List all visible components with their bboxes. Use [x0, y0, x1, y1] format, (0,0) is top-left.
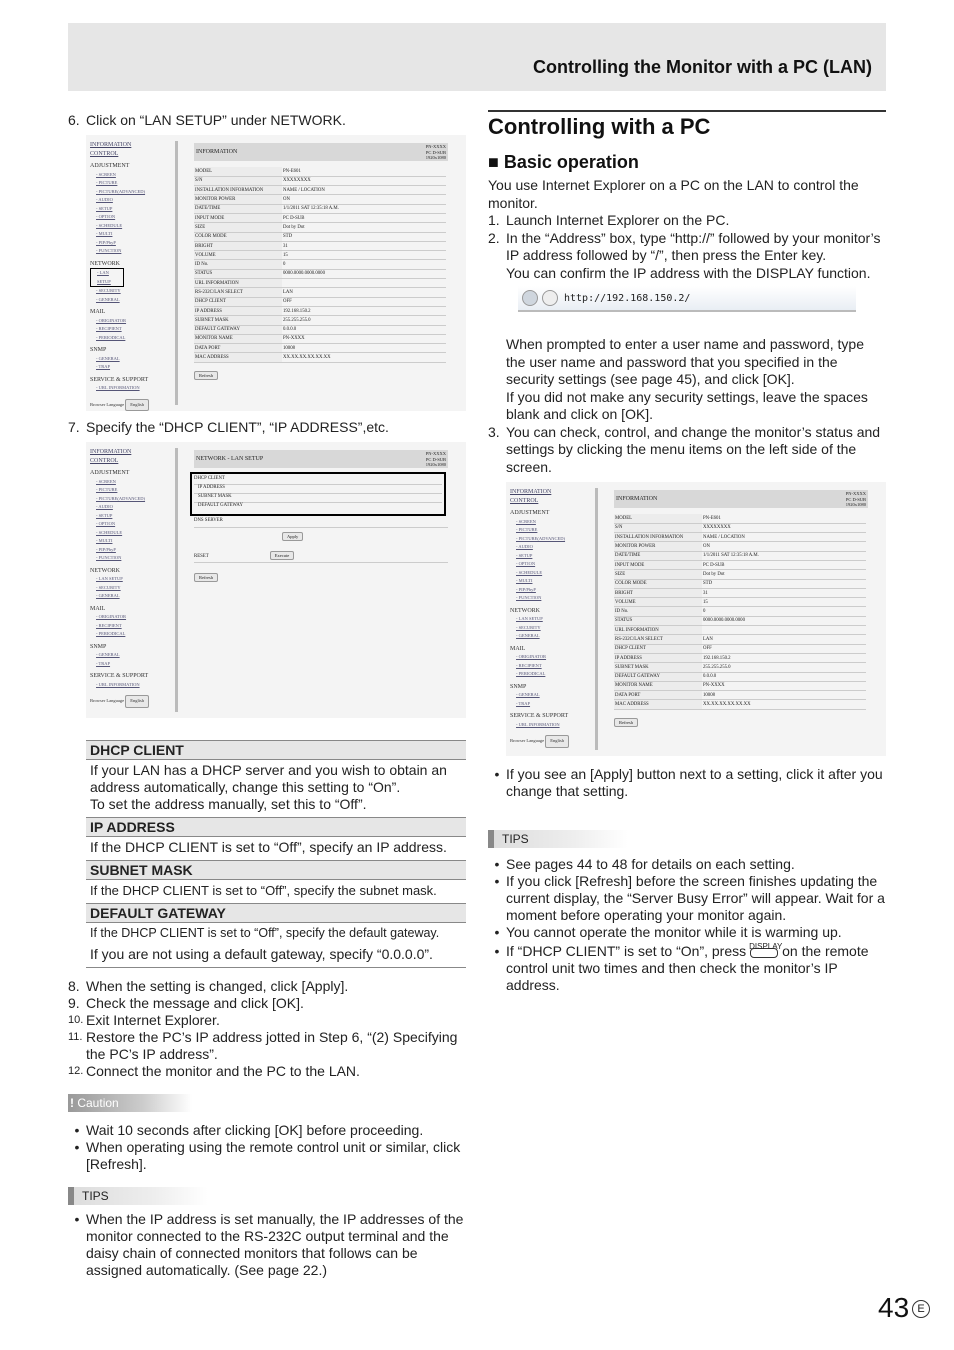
- section-title: Controlling the Monitor with a PC (LAN): [533, 57, 872, 77]
- caution-list: • Wait 10 seconds after clicking [OK] before proceeding. • When operating using the remote control unit or similar, click [Refresh].: [74, 1122, 461, 1172]
- table-row: SIZE Dot by Dot: [194, 223, 446, 232]
- header-band: [68, 23, 886, 91]
- table-row: MONITOR NAME PN-XXXX: [194, 334, 446, 343]
- refresh-button[interactable]: Refresh: [614, 718, 638, 727]
- tips-label: TIPS: [68, 1187, 208, 1205]
- refresh-button[interactable]: Refresh: [194, 573, 218, 582]
- intro-text: You use Internet Explorer on a PC on the LAN to control the monitor.: [488, 177, 859, 211]
- ip-address-text: If the DHCP CLIENT is set to “Off”, specify an IP address.: [90, 839, 447, 855]
- basic-operation-heading: ■ Basic operation: [488, 152, 639, 172]
- info-table: [194, 167, 446, 363]
- subnet-mask-text: If the DHCP CLIENT is set to “Off”, specify the subnet mask.: [90, 883, 437, 898]
- page-language-badge: E: [912, 1300, 930, 1318]
- table-row: INSTALLATION INFORMATION NAME / LOCATION: [194, 186, 446, 195]
- refresh-button[interactable]: Refresh: [194, 371, 218, 380]
- table-row: IP ADDRESS 192.168.150.2: [614, 653, 866, 662]
- ip-address-heading: IP ADDRESS: [86, 817, 466, 837]
- table-row: SIZE Dot by Dot: [614, 570, 866, 579]
- steps-8-12: 8. When the setting is changed, click [Apply]. 9. Check the message and click [OK]. 10. Exit Internet Explorer. 11. Restore the PC’s IP address jotted in Step 6, “(2) Specifying the PC’s IP address”. 12. Connect the monitor and the PC to the LAN.: [68, 978, 458, 1079]
- right-column: Controlling with a PC ■ Basic operation You use Internet Explorer on a PC on the LAN to control the monitor. 1. Launch Internet Explorer on the PC. 2. In the “Address” box, type “http://” followed by your monitor’s IP address followed by “/”, then press the Enter key. You can confirm the IP address with the DISPLAY function. http://192.168.150.2/ When prompted to enter a user name and password, type the user name and password that you specified in the security settings (see page 45), and click [OK]. If you did not make any security settings, leave the spaces blank and click on [OK]. 3. You can check, control, and change the monitor’s status and settings by clicking the menu items on the left side of the screen. INFORMATION CONTROL ADJUSTMENT - SCREEN - PICTURE - PICTURE(ADVANCED) - AUDIO - SETUP - OPTION - SCHEDULE - MULTI - PIP/PbyP - FUNCTION NETWORK - LAN SETUP - SECURITY - GENERAL MAIL - ORIGINATOR - RECIPIENT - PERIODICAL SNMP - GENERAL - TRAP SERVICE & SUPPORT - URL INFORMATION Browser Language English INFORMATION PN-XXXX PC D-SUB 1920x1080 MODEL PN-E601 S/N XXXXXXXX INSTALLATION INFORMATION NAME / LOCATION MONITOR POWER ON DATE/TIME 1/1/2011 SAT 12:35:18 A.M. INPUT MODE PC D-SUB SIZE Dot by Dot COLOR MODE STD BRIGHT 31 VOLUME 15 ID No. 0 STATUS 0000.0000.0000.0000 URL INFORMATION RS-232C/LAN SELECT LAN DHCP CLIENT OFF IP ADDRESS 192.168.150.2 SUBNET MASK 255.255.255.0 DEFAULT GATEWAY 0.0.0.0 MONITOR NAME PN-XXXX DATA PORT 10008 MAC ADDRESS XX.XX.XX.XX.XX.XX Refresh • If you see an [Apply] button next to a setting, click it after you change that setting. TIPS • See pages 44 to 48 for details on each setting. • If you click [Refresh] before the screen finishes updating the current display, the “Server Busy Error” will appear. Wait for a moment before operating your monitor again. • You cannot operate the monitor while it is warming up. • If “DHCP CLIENT” is set to “On”, press DISPLAY on the remote control unit two times and then check the monitor’s IP address.: [488, 110, 886, 994]
- default-gateway-text-2: If you are not using a default gateway, specify “0.0.0.0”.: [90, 946, 433, 962]
- table-row: ID No. 0: [614, 607, 866, 616]
- table-row: COLOR MODE STD: [614, 579, 866, 588]
- execute-button[interactable]: Execute: [270, 551, 295, 560]
- table-row: COLOR MODE STD: [194, 232, 446, 241]
- table-row: RS-232C/LAN SELECT LAN: [614, 635, 866, 644]
- table-row: MODEL PN-E601: [614, 514, 866, 523]
- web-menu: INFORMATION CONTROL ADJUSTMENT - SCREEN - PICTURE - PICTURE(ADVANCED) - AUDIO - SETUP - OPTION - SCHEDULE - MULTI - PIP/PbyP - FUNCTION NETWORK - LAN SETUP - SECURITY - GENERAL MAIL - ORIGINATOR - RECIPIENT - PERIODICAL SNMP - GENERAL - TRAP SERVICE & SUPPORT - URL INFORMATION Browser Language English: [88, 448, 178, 712]
- table-row: DEFAULT GATEWAY 0.0.0.0: [614, 672, 866, 681]
- table-row: RS-232C/LAN SELECT LAN: [194, 288, 446, 297]
- apply-button[interactable]: Apply: [282, 532, 303, 541]
- step-6: 6. Click on “LAN SETUP” under NETWORK.: [68, 112, 346, 128]
- table-row: INSTALLATION INFORMATION NAME / LOCATION: [614, 533, 866, 542]
- forward-icon: [542, 290, 558, 306]
- tips-list: • See pages 44 to 48 for details on each setting. • If you click [Refresh] before the screen finishes updating the current display, the “Server Busy Error” will appear. Wait for a moment before operating your monitor again. • You cannot operate the monitor while it is warming up. • If “DHCP CLIENT” is set to “On”, press DISPLAY on the remote control unit two times and then check the monitor’s IP address.: [494, 856, 885, 993]
- screenshot-information: [86, 135, 466, 411]
- dhcp-client-heading: DHCP CLIENT: [86, 741, 466, 760]
- apply-note: • If you see an [Apply] button next to a setting, click it after you change that setting.: [494, 766, 883, 799]
- default-gateway-heading: DEFAULT GATEWAY: [86, 903, 466, 923]
- dhcp-client-text: If your LAN has a DHCP server and you wish to obtain an address automatically, change this setting to “On”. To set the address manually, set this to “Off”.: [90, 762, 447, 812]
- table-row: MONITOR NAME PN-XXXX: [614, 681, 866, 690]
- web-main: INFORMATION PN-XXXX PC D-SUB 1920x1080 MODEL PN-E601 S/N XXXXXXXX INSTALLATION INFORMATION NAME / LOCATION MONITOR POWER ON DATE/TIME 1/1/2011 SAT 12:35:18 A.M. INPUT MODE PC D-SUB SIZE Dot by Dot COLOR MODE STD BRIGHT 31 VOLUME 15 ID No. 0 STATUS 0000.0000.0000.0000 URL INFORMATION RS-232C/LAN SELECT LAN DHCP CLIENT OFF IP ADDRESS 192.168.150.2 SUBNET MASK 255.255.255.0 DEFAULT GATEWAY 0.0.0.0 MONITOR NAME PN-XXXX DATA PORT 10008 MAC ADDRESS XX.XX.XX.XX.XX.XX Refresh: [615, 491, 866, 725]
- table-row: BRIGHT 31: [614, 588, 866, 597]
- table-row: INPUT MODE PC D-SUB: [614, 560, 866, 569]
- left-column: [68, 112, 466, 1279]
- table-row: MONITOR POWER ON: [614, 542, 866, 551]
- table-row: STATUS 0000.0000.0000.0000: [614, 616, 866, 625]
- settings-descriptions: [86, 740, 466, 968]
- table-row: MAC ADDRESS XX.XX.XX.XX.XX.XX: [194, 353, 446, 362]
- page-number: 43: [878, 1292, 910, 1323]
- caution-label: ! Caution: [68, 1094, 192, 1112]
- default-gateway-text: If the DHCP CLIENT is set to “Off”, specify the default gateway.: [90, 926, 440, 940]
- display-key-icon: DISPLAY: [750, 948, 778, 958]
- table-row: MONITOR POWER ON: [194, 195, 446, 204]
- step-7: 7. Specify the “DHCP CLIENT”, “IP ADDRESS”,etc.: [68, 419, 389, 435]
- screenshot-information-2: [506, 482, 886, 756]
- table-row: DATE/TIME 1/1/2011 SAT 12:35:18 A.M.: [194, 204, 446, 213]
- subnet-mask-heading: SUBNET MASK: [86, 860, 466, 880]
- table-row: URL INFORMATION: [194, 279, 446, 288]
- login-text: When prompted to enter a user name and password, type the user name and password that you specified in the security settings (see page 45), and click [OK].: [506, 336, 864, 387]
- page-heading: Controlling with a PC: [488, 110, 886, 140]
- table-row: SUBNET MASK 255.255.255.0: [194, 316, 446, 325]
- table-row: BRIGHT 31: [194, 241, 446, 250]
- table-row: S/N XXXXXXXX: [614, 523, 866, 532]
- table-row: MAC ADDRESS XX.XX.XX.XX.XX.XX: [614, 700, 866, 709]
- table-row: IP ADDRESS 192.168.150.2: [194, 306, 446, 315]
- table-row: DATA PORT 10008: [194, 344, 446, 353]
- address-text: http://192.168.150.2/: [564, 292, 691, 304]
- table-row: VOLUME 15: [194, 251, 446, 260]
- back-icon: [522, 290, 538, 306]
- screenshot-lan-setup: [86, 442, 466, 718]
- table-row: URL INFORMATION: [614, 626, 866, 635]
- web-menu: INFORMATION CONTROL ADJUSTMENT - SCREEN - PICTURE - PICTURE(ADVANCED) - AUDIO - SETUP - OPTION - SCHEDULE - MULTI - PIP/PbyP - FUNCTION NETWORK - LAN SETUP - SECURITY - GENERAL MAIL - ORIGINATOR - RECIPIENT - PERIODICAL SNMP - GENERAL - TRAP SERVICE & SUPPORT - URL INFORMATION Browser Language English: [88, 141, 178, 405]
- lan-setup-link-highlight: - LAN SETUP: [90, 268, 124, 287]
- login-text-2: If you did not make any security settings, leave the spaces blank and click on [OK].: [506, 388, 868, 422]
- table-row: STATUS 0000.0000.0000.0000: [194, 269, 446, 278]
- web-menu: INFORMATION CONTROL ADJUSTMENT - SCREEN - PICTURE - PICTURE(ADVANCED) - AUDIO - SETUP - OPTION - SCHEDULE - MULTI - PIP/PbyP - FUNCTION NETWORK - LAN SETUP - SECURITY - GENERAL MAIL - ORIGINATOR - RECIPIENT - PERIODICAL SNMP - GENERAL - TRAP SERVICE & SUPPORT - URL INFORMATION Browser Language English: [508, 488, 598, 750]
- info-table: [614, 514, 866, 710]
- address-bar[interactable]: [518, 286, 856, 312]
- table-row: VOLUME 15: [614, 598, 866, 607]
- table-row: DEFAULT GATEWAY 0.0.0.0: [194, 325, 446, 334]
- table-row: INPUT MODE PC D-SUB: [194, 213, 446, 222]
- tips-label: TIPS: [488, 830, 628, 848]
- table-row: DATE/TIME 1/1/2011 SAT 12:35:18 A.M.: [614, 551, 866, 560]
- web-main: INFORMATION PN-XXXX PC D-SUB 1920x1080 MODEL PN-E601 S/N XXXXXXXX INSTALLATION INFORMATION NAME / LOCATION MONITOR POWER ON DATE/TIME 1/1/2011 SAT 12:35:18 A.M. INPUT MODE PC D-SUB SIZE Dot by Dot COLOR MODE STD BRIGHT 31 VOLUME 15 ID No. 0 STATUS 0000.0000.0000.0000 URL INFORMATION RS-232C/LAN SELECT LAN DHCP CLIENT OFF IP ADDRESS 192.168.150.2 SUBNET MASK 255.255.255.0 DEFAULT GATEWAY 0.0.0.0 MONITOR NAME PN-XXXX DATA PORT 10008 MAC ADDRESS XX.XX.XX.XX.XX.XX Refresh: [195, 144, 446, 378]
- table-row: ID No. 0: [194, 260, 446, 269]
- web-main: NETWORK - LAN SETUP PN-XXXX PC D-SUB 1920x1080 DHCP CLIENT IP ADDRESS SUBNET MASK DEFAULT GATEWAY DNS SERVER Apply RESET Execute Refresh: [194, 450, 448, 582]
- table-row: S/N XXXXXXXX: [194, 176, 446, 185]
- tips-list: • When the IP address is set manually, the IP addresses of the monitor connected to the RS-232C output terminal and the daisy chain of connected monitors that follows can be assigned automatically. (See page 22.): [74, 1211, 464, 1278]
- lan-settings-highlight: DHCP CLIENT IP ADDRESS SUBNET MASK DEFAULT GATEWAY: [190, 472, 446, 516]
- table-row: DHCP CLIENT OFF: [614, 644, 866, 653]
- table-row: DHCP CLIENT OFF: [194, 297, 446, 306]
- table-row: DATA PORT 10008: [614, 691, 866, 700]
- table-row: MODEL PN-E601: [194, 167, 446, 176]
- table-row: SUBNET MASK 255.255.255.0: [614, 663, 866, 672]
